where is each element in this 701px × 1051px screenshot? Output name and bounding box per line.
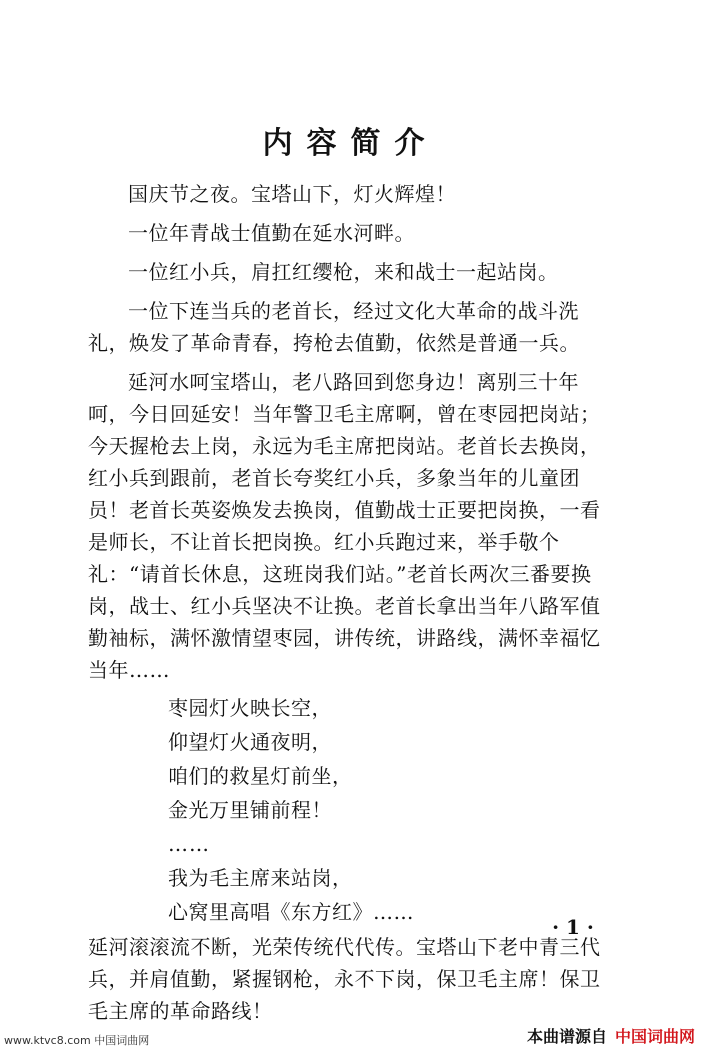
paragraph: 一位红小兵，肩扛红缨枪，来和战士一起站岗。: [128, 260, 559, 284]
paragraph: 国庆节之夜。宝塔山下，灯火辉煌！: [128, 182, 456, 206]
verse-line: 枣园灯火映长空，: [168, 696, 332, 720]
verse-line: 咱们的救星灯前坐，: [168, 764, 353, 788]
verse-line: 仰望灯火通夜明，: [168, 730, 332, 754]
verse-line: 我为毛主席来站岗，: [168, 866, 353, 890]
page-title: 内容简介: [262, 126, 439, 161]
paragraph: 一位下连当兵的老首长，经过文化大革命的战斗洗礼，焕发了革命青春，挎枪去值勤，依然是普通一兵。: [88, 299, 580, 355]
verse-line: 心窝里高唱《东方红》……: [168, 900, 414, 924]
closing-paragraph: 延河滚滚流不断，光荣传统代代传。宝塔山下老中青三代兵，并肩值勤，紧握钢枪，永不下岗，保卫毛主席！保卫毛主席的革命路线！: [88, 935, 601, 1023]
article-body: [88, 178, 616, 1034]
paragraph: 延河水呵宝塔山，老八路回到您身边！离别三十年呵，今日回延安！当年警卫毛主席啊，曾在枣园把岗站；今天握枪去上岗，永远为毛主席把岗站。老首长去换岗，红小兵到跟前，老首长夸奖红小兵，多象当年的儿童团员！老首长英姿焕发去换岗，值勤战士正要把岗换，一看是师长，不让首长把岗换。红小兵跑过来，举手敬个礼：“请首长休息，这班岗我们站。”老首长两次三番要换岗，战士、红小兵坚决不让换。老首长拿出当年八路军值勤袖标，满怀激情望枣园，讲传统，讲路线，满怀幸福忆当年……: [88, 370, 601, 682]
footer-site-name: 中国词曲网: [614, 1027, 695, 1046]
paragraph: 一位年青战士值勤在延水河畔。: [128, 221, 415, 245]
footer-source: [527, 1024, 695, 1047]
verse-line: 金光万里铺前程！: [168, 798, 332, 822]
page-number: · 1 ·: [552, 915, 594, 939]
verse-ellipsis: ……: [168, 832, 210, 856]
footer-source-label: 本曲谱源自: [526, 1027, 607, 1046]
footer-site-url: www.ktvc8.com 中国词曲网: [4, 1034, 150, 1047]
